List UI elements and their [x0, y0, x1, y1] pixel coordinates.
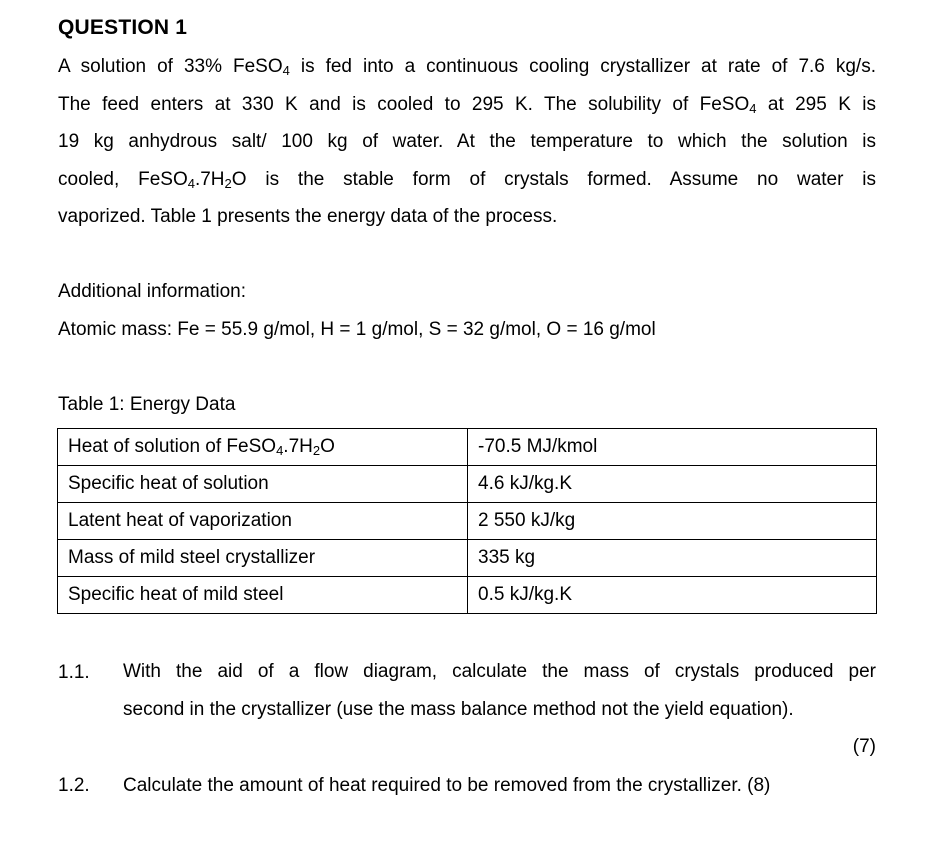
- additional-info-title: Additional information:: [58, 281, 246, 302]
- question-marks: (7): [852, 736, 876, 757]
- table-row: [58, 540, 877, 577]
- table-cell-label: Specific heat of mild steel: [58, 577, 468, 614]
- table-cell-label: Specific heat of solution: [58, 466, 468, 503]
- table-cell-label: Latent heat of vaporization: [58, 503, 468, 540]
- energy-data-table: [57, 428, 877, 614]
- table-cell-value: 4.6 kJ/kg.K: [468, 466, 877, 503]
- problem-statement: [58, 48, 876, 236]
- table-row: [58, 577, 877, 614]
- atomic-mass-info: Atomic mass: Fe = 55.9 g/mol, H = 1 g/mol, S = 32 g/mol, O = 16 g/mol: [58, 319, 656, 340]
- statement-line-5: vaporized. Table 1 presents the energy data of the process.: [58, 206, 558, 227]
- statement-line-2: The feed enters at 330 K and is cooled to 295 K. The solubility of FeSO$_4$ at 295 K is: [58, 93, 876, 116]
- statement-line-4: cooled, $FeSO_4.7H_2O$ is the stable form of crystals formed. Assume no water is: [58, 168, 877, 191]
- table-row: [58, 429, 877, 466]
- question-number: 1.1.: [58, 662, 90, 683]
- table-cell-value: 2 550 kJ/kg: [468, 503, 877, 540]
- table-cell-label: Mass of mild steel crystallizer: [58, 540, 468, 577]
- table-caption: Table 1: Energy Data: [58, 394, 236, 415]
- table-cell-value: 335 kg: [468, 540, 877, 577]
- statement-line-1: A solution of 33% FeSO$_4$ is fed into a continuous cooling crystallizer at rate of 7.6 kg/s.: [58, 56, 876, 78]
- question-text-line-1: With the aid of a flow diagram, calculate the mass of crystals produced per: [123, 661, 876, 682]
- table-row: [58, 503, 877, 540]
- question-number: 1.2.: [58, 775, 90, 796]
- question-text-line-2: second in the crystallizer (use the mass balance method not the yield equation).: [123, 698, 794, 720]
- statement-line-3: 19 kg anhydrous salt/ 100 kg of water. At the temperature to which the solution is: [58, 131, 876, 152]
- table-cell-label: Heat of solution of $FeSO_4.7H_2O$: [58, 429, 468, 466]
- question-text: Calculate the amount of heat required to be removed from the crystallizer. (8): [123, 775, 771, 796]
- table-cell-value: 0.5 kJ/kg.K: [468, 577, 877, 614]
- table-cell-value: -70.5 MJ/kmol: [468, 429, 877, 466]
- question-heading: QUESTION 1: [58, 16, 188, 39]
- table-row: [58, 466, 877, 503]
